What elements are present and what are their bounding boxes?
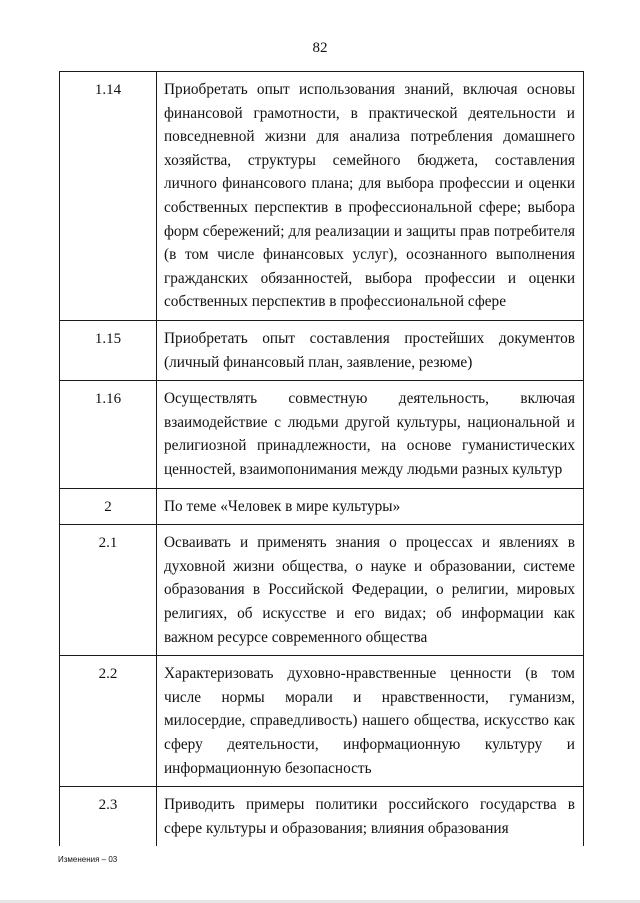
table-row — [60, 656, 584, 787]
row-text: Приводить примеры политики российского государства в сфере культуры и образования; влияния образования — [157, 787, 584, 847]
row-number: 1.15 — [60, 321, 157, 381]
row-number: 2.3 — [60, 787, 157, 847]
table-row — [60, 72, 584, 321]
table-row — [60, 488, 584, 525]
row-text: По теме «Человек в мире культуры» — [157, 488, 584, 525]
row-number: 2.2 — [60, 656, 157, 787]
table-row — [60, 321, 584, 381]
row-number: 1.16 — [60, 381, 157, 488]
requirements-table — [59, 71, 584, 846]
row-number: 1.14 — [60, 72, 157, 321]
row-text: Осваивать и применять знания о процессах и явлениях в духовной жизни общества, о науке и образовании, системе образования в Российской Федерации, о религии, мировых религиях, об искусстве и его видах; об информации как важном ресурсе современного общества — [157, 525, 584, 656]
row-text: Характеризовать духовно-нравственные ценности (в том числе нормы морали и нравственности, гуманизм, милосердие, справедливость) нашего общества, искусство как сферу деятельности, информационную культуру и информационную безопасность — [157, 656, 584, 787]
row-text: Приобретать опыт составления простейших документов (личный финансовый план, заявление, резюме) — [157, 321, 584, 381]
row-text: Приобретать опыт использования знаний, включая основы финансовой грамотности, в практической деятельности и повседневной жизни для анализа потребления домашнего хозяйства, структуры семейного бюджета, составления личного финансового плана; для выбора профессии и оценки собственных перспектив в профессиональной сфере; выбора форм сбережений; для реализации и защиты прав потребителя (в том числе финансовых услуг), осознанного выполнения гражданских обязанностей, выбора профессии и оценки собственных перспектив в профессиональной сфере — [157, 72, 584, 321]
table-row — [60, 787, 584, 847]
footer-revision: Изменения – 03 — [58, 855, 118, 864]
row-number: 2.1 — [60, 525, 157, 656]
row-number: 2 — [60, 488, 157, 525]
table-row — [60, 525, 584, 656]
page-number: 82 — [312, 40, 328, 56]
row-text: Осуществлять совместную деятельность, включая взаимодействие с людьми другой культуры, национальной и религиозной принадлежности, на основе гуманистических ценностей, взаимопонимания между людьми разных культур — [157, 381, 584, 488]
table-row — [60, 381, 584, 488]
